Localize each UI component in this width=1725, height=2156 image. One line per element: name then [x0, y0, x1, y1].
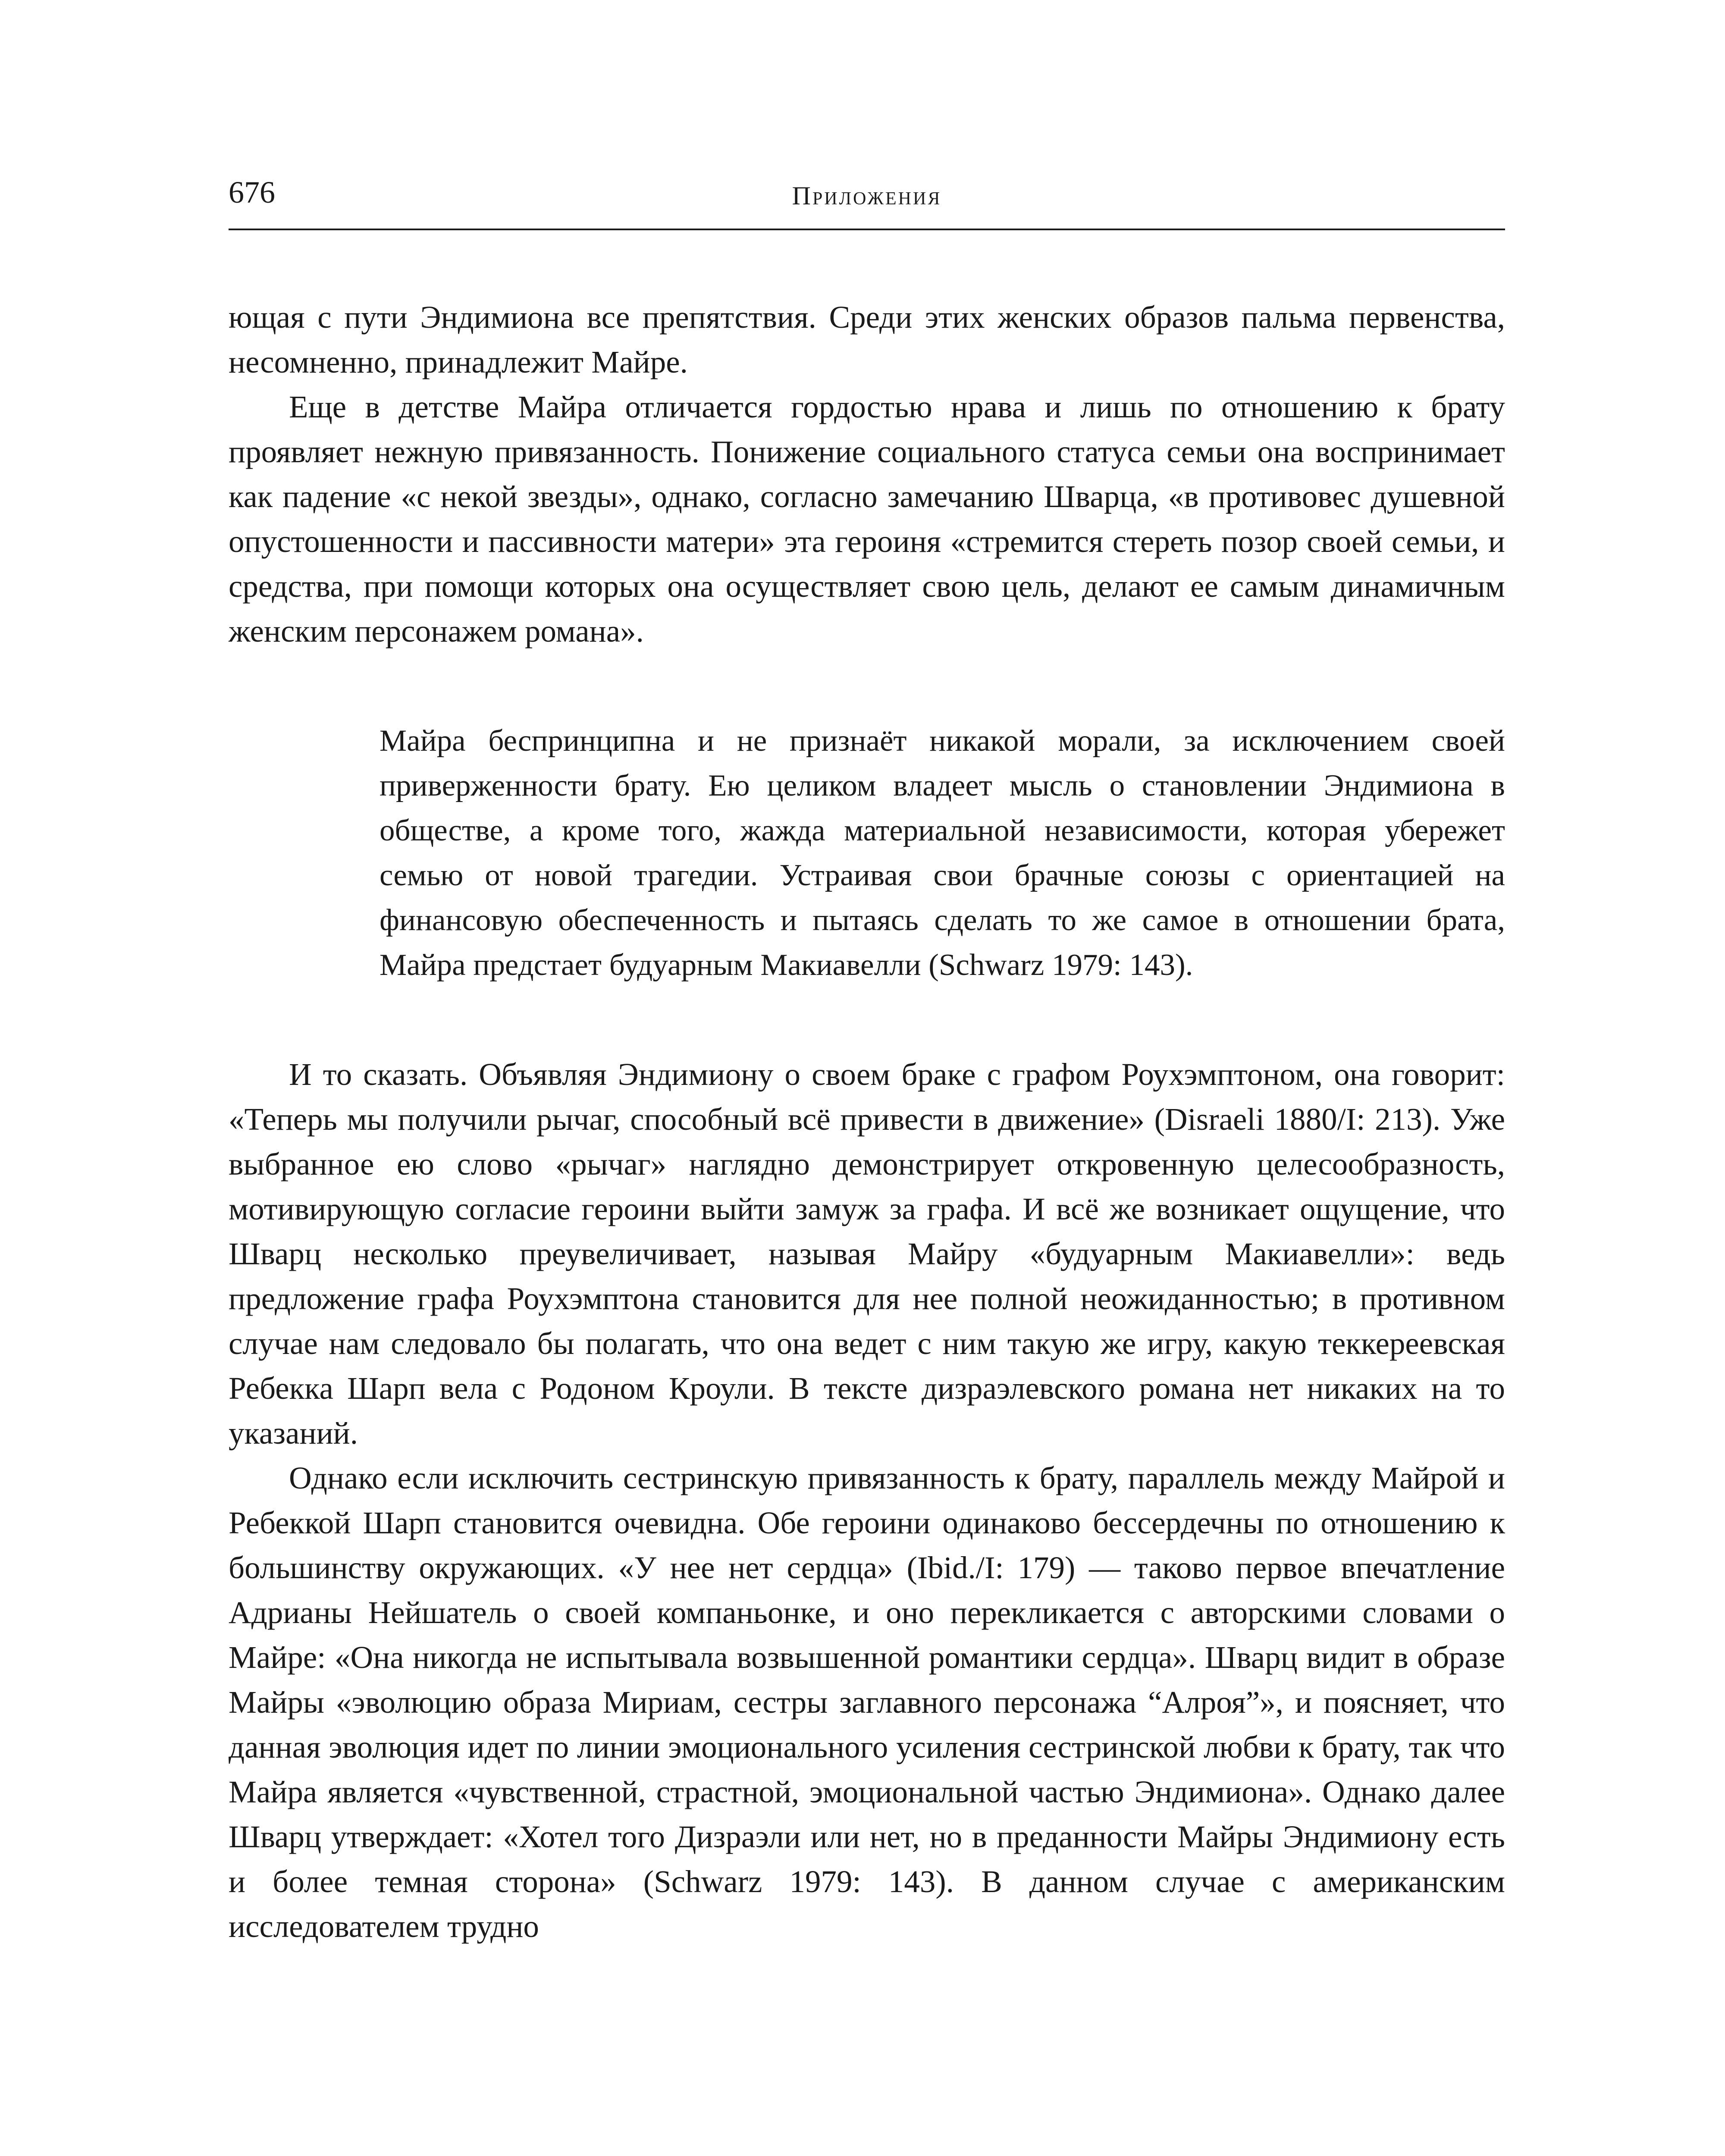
paragraph-continuation: ющая с пути Эндимиона все препятствия. Среди этих женских образов пальма первенства, несомненно, принадлежит Майре.	[229, 300, 1505, 379]
book-page	[229, 164, 1505, 2104]
section-title: Приложения	[792, 182, 942, 210]
paragraph-rebecca-sharp: Однако если исключить сестринскую привязанность к брату, параллель между Майрой и Ребеккой Шарп становится очевидна. Обе героини одинаково бессердечны по отношению к большинству окружающих. «У нее нет сердца» (Ibid./I: 179) — таково первое впечатление Адрианы Нейшатель о своей компаньонке, и оно перекликается с авторскими словами о Майре: «Она никогда не испытывала возвышенной романтики сердца». Шварц видит в образе Майры «эволюцию образа Мириам, сестры заглавного персонажа “Алроя”», и поясняет, что данная эволюция идет по линии эмоционального усиления сестринской любви к брату, так что Майра является «чувственной, страстной, эмоциональной частью Эндимиона». Однако далее Шварц утверждает: «Хотел того Дизраэли или нет, но в преданности Майры Эндимиону есть и более темная сторона» (Schwarz 1979: 143). В данном случае с американским исследователем трудно	[229, 1460, 1505, 1944]
page-number: 676	[229, 175, 275, 210]
paragraph-marriage: И то сказать. Объявляя Эндимиону о своем браке с графом Роухэмптоном, она говорит: «Теперь мы получили рычаг, способный всё привести в движение» (Disraeli 1880/I: 213). Уже выбранное ею слово «рычаг» наглядно демонстрирует откровенную целесообразность, мотивирующую согласие героини выйти замуж за графа. И всё же возникает ощущение, что Шварц несколько преувеличивает, называя Майру «будуарным Макиавелли»: ведь предложение графа Роухэмптона становится для нее полной неожиданностью; в противном случае нам следовало бы полагать, что она ведет с ним такую же игру, какую теккереевская Ребекка Шарп вела с Родоном Кроули. В тексте дизраэлевского романа нет никаких на то указаний.	[229, 1057, 1505, 1451]
paragraph-myra-childhood: Еще в детстве Майра отличается гордостью нрава и лишь по отношению к брату проявляет нежную привязанность. Понижение социального статуса семьи она воспринимает как падение «с некой звезды», однако, согласно замечанию Шварца, «в противовес душевной опустошенности и пассивности матери» эта героиня «стремится стереть позор своей семьи, и средства, при помощи которых она осуществляет свою цель, делают ее самым динамичным женским персонажем романа».	[229, 389, 1505, 649]
block-quotation: Майра беспринципна и не признаёт никакой морали, за исключением своей приверженности брату. Ею целиком владеет мысль о становлении Эндимиона в обществе, а кроме того, жажда материальной независимости, которая убережет семью от новой трагедии. Устраивая свои брачные союзы с ориентацией на финансовую обеспеченность и пытаясь сделать то же самое в отношении брата, Майра предстает будуарным Макиавелли (Schwarz 1979: 143).	[380, 724, 1505, 982]
body-text	[229, 295, 1505, 1949]
running-head	[229, 164, 1505, 230]
